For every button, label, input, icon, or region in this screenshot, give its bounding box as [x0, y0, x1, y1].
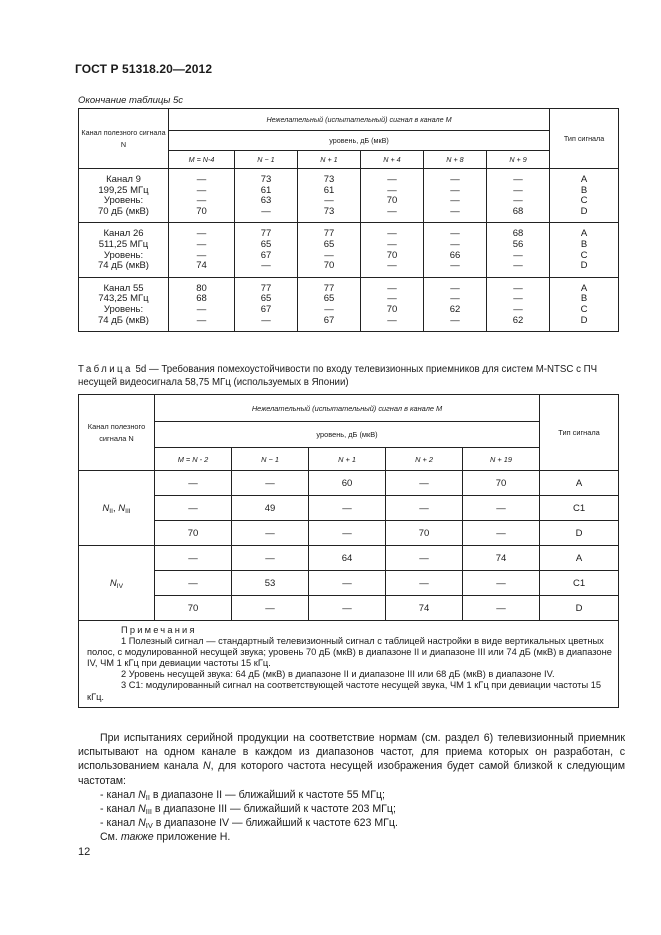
- table-5d: [78, 394, 619, 708]
- page-number: 12: [78, 846, 91, 858]
- t5c-value-cell: — — — 68: [487, 169, 550, 223]
- t5d-cell: —: [463, 596, 540, 621]
- t5d-type-cell: C1: [540, 496, 619, 521]
- t5d-level-header: уровень, дБ (мкВ): [155, 422, 540, 448]
- t5d-cell: 74: [463, 546, 540, 571]
- t5d-type-cell: A: [540, 546, 619, 571]
- table-row: [79, 496, 619, 521]
- t5d-cell: 70: [463, 471, 540, 496]
- t5c-channel-cell: Канал 55 743,25 МГц Уровень: 74 дБ (мкВ): [79, 277, 169, 331]
- t5d-subhead: N − 1: [232, 448, 309, 471]
- t5c-level-header: уровень, дБ (мкВ): [169, 131, 550, 151]
- t5c-subhead: N + 9: [487, 151, 550, 169]
- t5d-subhead: N + 19: [463, 448, 540, 471]
- t5d-cell: —: [232, 471, 309, 496]
- t5c-type-cell: A B C D: [550, 277, 619, 331]
- t5c-value-cell: — — 70 —: [361, 223, 424, 277]
- t5d-cell: 53: [232, 571, 309, 596]
- t5d-subhead: N + 2: [386, 448, 463, 471]
- t5d-cell: 49: [232, 496, 309, 521]
- t5c-group-row: [79, 277, 619, 331]
- t5c-group-row: [79, 169, 619, 223]
- t5d-unwanted-header: Нежелательный (испытательный) сигнал в канале М: [155, 395, 540, 422]
- t5d-subhead: N + 1: [309, 448, 386, 471]
- t5d-cell: —: [309, 571, 386, 596]
- t5d-cell: —: [309, 596, 386, 621]
- t5c-value-cell: 77 65 67 —: [235, 223, 298, 277]
- t5d-cell: —: [232, 596, 309, 621]
- t5d-cell: —: [386, 496, 463, 521]
- t5c-group-row: [79, 223, 619, 277]
- t5c-value-cell: 68 56 — —: [487, 223, 550, 277]
- table-5c: [78, 108, 619, 332]
- t5d-group2-label: $N_{IV}$: [79, 546, 155, 621]
- note-item: 3 С1: модулированный сигнал на соответствующей частоте несущей звука, ЧМ 1 кГц при девиации частоты 15 кГц.: [87, 680, 602, 702]
- t5c-value-cell: — — 62 —: [424, 277, 487, 331]
- t5c-value-cell: — — — 70: [169, 169, 235, 223]
- t5c-subhead: N − 1: [235, 151, 298, 169]
- notes-title: Примечания: [121, 625, 197, 635]
- t5c-value-cell: 80 68 — —: [169, 277, 235, 331]
- t5c-value-cell: 73 61 63 —: [235, 169, 298, 223]
- table-row: [79, 471, 619, 496]
- t5c-value-cell: 73 61 — 73: [298, 169, 361, 223]
- t5c-type-cell: A B C D: [550, 169, 619, 223]
- t5d-cell: —: [232, 546, 309, 571]
- t5c-subhead: N + 8: [424, 151, 487, 169]
- t5d-type-cell: C1: [540, 571, 619, 596]
- t5d-type-cell: D: [540, 521, 619, 546]
- table-row: [79, 546, 619, 571]
- t5c-type-header: Тип сигнала: [550, 109, 619, 169]
- t5d-cell: —: [463, 571, 540, 596]
- document-header: ГОСТ Р 51318.20—2012: [75, 62, 213, 76]
- table-5d-caption: [78, 364, 623, 389]
- t5d-cell: —: [155, 496, 232, 521]
- note-item: 1 Полезный сигнал — стандартный телевизионный сигнал с таблицей настройки в виде вертикальных цветных полос, с модулированной несущей звука; уровень 70 дБ (мкВ) в диапазоне II и диапазоне III или 74 дБ (мкВ) в диапазоне IV, ЧМ 1 кГц при девиации частоты 15 кГц.: [87, 636, 612, 669]
- t5d-cell: 74: [386, 596, 463, 621]
- t5d-cell: —: [155, 546, 232, 571]
- t5c-value-cell: 77 65 67 —: [235, 277, 298, 331]
- t5d-cell: 70: [155, 521, 232, 546]
- table-5d-caption-text: 5d — Требования помехоустойчивости по входу телевизионных приемников для систем M-NTSC с ПЧ несущей видеосигнала 58,75 МГц (используемых в Японии): [78, 364, 598, 388]
- t5d-cell: —: [309, 521, 386, 546]
- t5c-value-cell: 77 65 — 67: [298, 277, 361, 331]
- t5c-value-cell: — — — —: [424, 169, 487, 223]
- t5c-value-cell: — — 66 —: [424, 223, 487, 277]
- t5d-type-header: Тип сигнала: [540, 395, 619, 471]
- t5d-channel-header: Канал полезного сигнала N: [79, 395, 155, 471]
- t5c-unwanted-header: Нежелательный (испытательный) сигнал в канале М: [169, 109, 550, 131]
- t5d-cell: —: [386, 571, 463, 596]
- note-item: 2 Уровень несущей звука: 64 дБ (мкВ) в диапазоне II и диапазоне III или 68 дБ (мкВ) в диапазоне IV.: [121, 669, 555, 680]
- t5c-channel-cell: Канал 9 199,25 МГц Уровень: 70 дБ (мкВ): [79, 169, 169, 223]
- t5d-cell: —: [463, 521, 540, 546]
- t5d-type-cell: A: [540, 471, 619, 496]
- t5d-group1-label: $N_{II}$, $N_{III}$: [79, 471, 155, 546]
- t5c-value-cell: — — — 62: [487, 277, 550, 331]
- t5c-value-cell: — — 70 —: [361, 169, 424, 223]
- t5d-cell: —: [155, 471, 232, 496]
- t5c-type-cell: A B C D: [550, 223, 619, 277]
- table-row: [79, 521, 619, 546]
- t5d-cell: 70: [386, 521, 463, 546]
- table-5d-caption-word: Таблица: [78, 364, 133, 375]
- t5d-notes: [79, 621, 619, 708]
- t5c-subhead: М = N-4: [169, 151, 235, 169]
- table-row: [79, 571, 619, 596]
- t5c-subhead: N + 4: [361, 151, 424, 169]
- t5c-subhead: N + 1: [298, 151, 361, 169]
- t5d-cell: —: [386, 546, 463, 571]
- t5d-cell: 70: [155, 596, 232, 621]
- t5c-channel-cell: Канал 26 511,25 МГц Уровень: 74 дБ (мкВ): [79, 223, 169, 277]
- t5d-cell: —: [232, 521, 309, 546]
- body-text: [78, 731, 625, 845]
- t5d-cell: —: [386, 471, 463, 496]
- t5c-value-cell: 77 65 — 70: [298, 223, 361, 277]
- table-5c-continuation-caption: Окончание таблицы 5c: [78, 95, 183, 106]
- t5c-value-cell: — — — 74: [169, 223, 235, 277]
- list-item: - канал $N_{II}$ в диапазоне II — ближайший к частоте 55 МГц;: [100, 788, 385, 802]
- t5d-cell: —: [155, 571, 232, 596]
- t5d-type-cell: D: [540, 596, 619, 621]
- t5d-cell: 60: [309, 471, 386, 496]
- t5c-value-cell: — — 70 —: [361, 277, 424, 331]
- list-item: - канал $N_{IV}$ в диапазоне IV — ближайший к частоте 623 МГц.: [100, 817, 398, 831]
- table-row: [79, 596, 619, 621]
- see-also: См. также приложение Н.: [100, 831, 231, 844]
- body-paragraph: При испытаниях серийной продукции на соответствие нормам (см. раздел 6) телевизионный приемник испытывают на одном канале в каждом из диапазонов частот, для приема которых он разработан, с использованием канала N, для которого частота несущей изображения будет самой близкой к следующим частотам:: [78, 732, 625, 787]
- t5d-cell: —: [309, 496, 386, 521]
- t5d-cell: 64: [309, 546, 386, 571]
- t5c-channel-header: Канал полезного сигнала N: [79, 109, 169, 169]
- t5d-cell: —: [463, 496, 540, 521]
- t5d-subhead: М = N - 2: [155, 448, 232, 471]
- list-item: - канал $N_{III}$ в диапазоне III — ближайший к частоте 203 МГц;: [100, 803, 396, 817]
